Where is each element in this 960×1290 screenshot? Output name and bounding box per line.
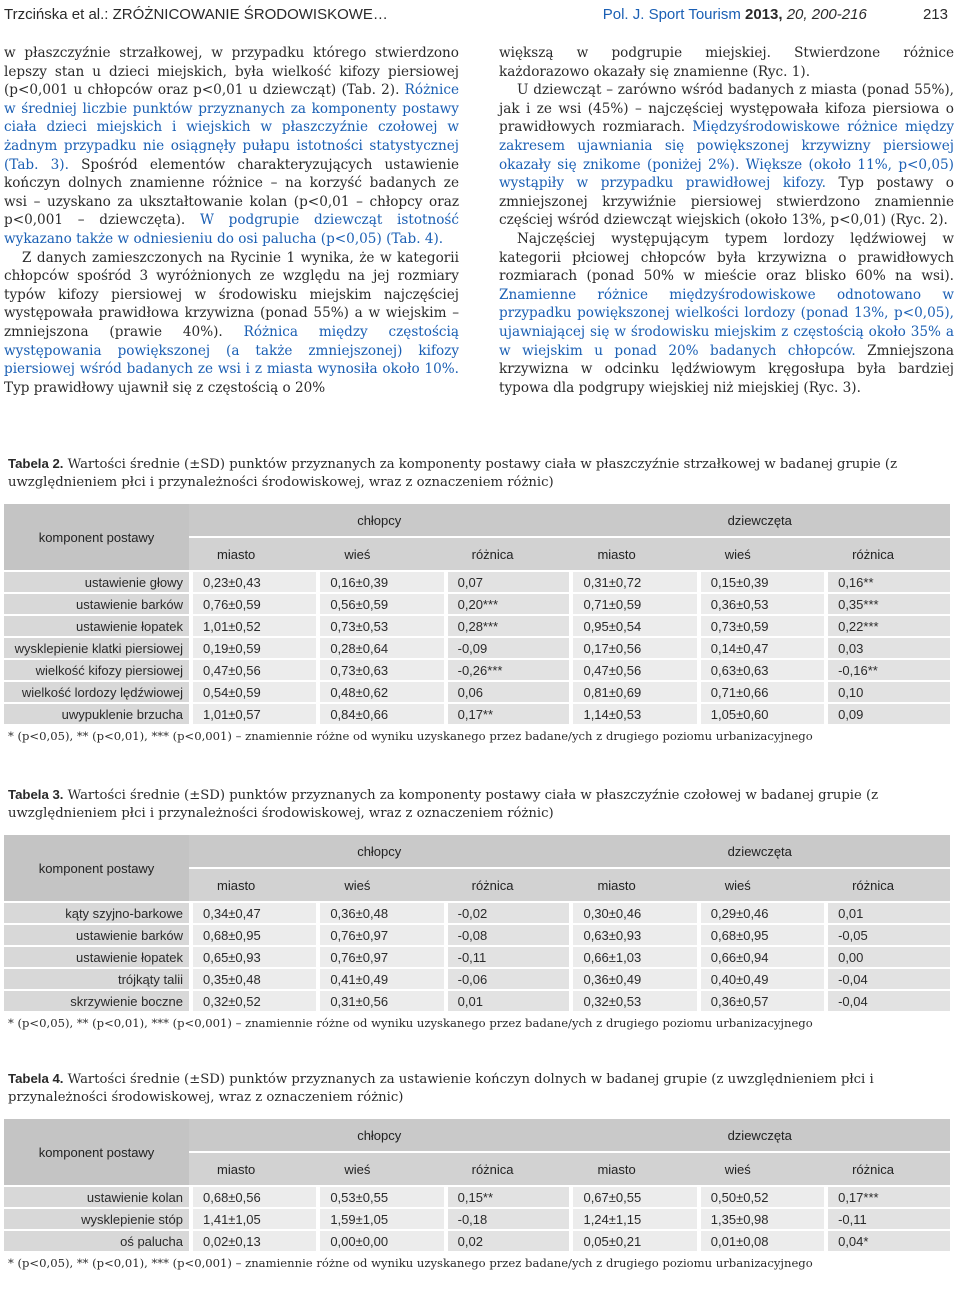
table-cell: 0,01 bbox=[824, 903, 950, 923]
table-cell: 0,31±0,72 bbox=[569, 572, 696, 592]
row-label: ustawienie łopatek bbox=[4, 947, 189, 967]
header-girls: dziewczęta bbox=[569, 504, 950, 536]
table-caption: Tabela 2. Wartości średnie (±SD) punktów przyznanych za komponenty postawy ciała w płaszczyźnie strzałkowej w badanej grupie (z uwzględnieniem płci i przynależności środowiskowej, wraz z oznaczeniem różnic) bbox=[8, 456, 898, 490]
table-cell: -0,05 bbox=[824, 925, 950, 945]
row-label: kąty szyjno-barkowe bbox=[4, 903, 189, 923]
header-boys: chłopcy bbox=[189, 1119, 569, 1151]
table-row bbox=[4, 969, 950, 989]
row-label: ustawienie głowy bbox=[4, 572, 189, 592]
header-diff: różnica bbox=[824, 1153, 950, 1185]
table-cell: 0,41±0,49 bbox=[316, 969, 443, 989]
header-component: komponent postawy bbox=[4, 835, 189, 901]
body-text bbox=[4, 44, 955, 424]
table-cell: 0,54±0,59 bbox=[189, 682, 316, 702]
table-cell: 0,31±0,56 bbox=[316, 991, 443, 1011]
table-caption: Tabela 4. Wartości średnie (±SD) punktów przyznanych za ustawienie kończyn dolnych w badanej grupie (z uwzględnieniem płci i przynależności środowiskowej, wraz z oznaczeniem różnic) bbox=[8, 1071, 874, 1105]
table-row bbox=[4, 616, 950, 636]
table-cell: 0,28±0,64 bbox=[316, 638, 443, 658]
row-label: ustawienie barków bbox=[4, 594, 189, 614]
table-cell: 0,05±0,21 bbox=[569, 1231, 696, 1251]
header-diff: różnica bbox=[444, 869, 570, 901]
table-caption: Tabela 3. Wartości średnie (±SD) punktów przyznanych za komponenty postawy ciała w płaszczyźnie czołowej w badanej grupie (z uwzględnieniem płci i przynależności środowiskowej, wraz z oznaczeniem różnic) bbox=[8, 787, 879, 821]
header-village: wieś bbox=[697, 538, 824, 570]
table-cell: 0,73±0,53 bbox=[316, 616, 443, 636]
table-cell: 0,71±0,66 bbox=[697, 682, 824, 702]
row-label: wysklepienie stóp bbox=[4, 1209, 189, 1229]
header-girls: dziewczęta bbox=[569, 835, 950, 867]
table-cell: 0,19±0,59 bbox=[189, 638, 316, 658]
table-cell: 0,15±0,39 bbox=[697, 572, 824, 592]
table-cell: -0,26*** bbox=[444, 660, 570, 680]
paragraph: Z danych zamieszczonych na Rycinie 1 wynika, że w kategorii chłopców spośród 3 wyróżnionych ze względu na jej rozmiary typów kifozy piersiowej w środowisku miejskim najczęściej występowała prawidłowa krzywizna (ponad 55%) a w wiejskim – zmniejszona (prawie 40%). Różnica między częstością występowania powiększonej (a także zmniejszonej) kifozy piersiowej wśród badanych ze wsi i z miasta wynosiła około 10%. Typ prawidłowy ujawnił się z częstością o 20% bbox=[4, 249, 459, 396]
table-cell: 1,41±1,05 bbox=[189, 1209, 316, 1229]
table-row bbox=[4, 1209, 950, 1229]
row-label: wielkość lordozy lędźwiowej bbox=[4, 682, 189, 702]
table-cell: 0,34±0,47 bbox=[189, 903, 316, 923]
header-component: komponent postawy bbox=[4, 1119, 189, 1185]
table-row bbox=[4, 594, 950, 614]
table-cell: 1,59±1,05 bbox=[316, 1209, 443, 1229]
header-village: wieś bbox=[316, 538, 443, 570]
table-cell: 0,36±0,53 bbox=[697, 594, 824, 614]
row-label: wysklepienie klatki piersiowej bbox=[4, 638, 189, 658]
table-cell: -0,08 bbox=[444, 925, 570, 945]
table-cell: 1,35±0,98 bbox=[697, 1209, 824, 1229]
table-cell: -0,18 bbox=[444, 1209, 570, 1229]
left-column bbox=[4, 44, 459, 397]
header-city: miasto bbox=[569, 538, 696, 570]
table-cell: 0,81±0,69 bbox=[569, 682, 696, 702]
table-row bbox=[4, 947, 950, 967]
table-cell: 0,63±0,63 bbox=[697, 660, 824, 680]
table-cell: 0,68±0,56 bbox=[189, 1187, 316, 1207]
table-cell: 0,76±0,59 bbox=[189, 594, 316, 614]
table-cell: 0,02 bbox=[444, 1231, 570, 1251]
table-cell: 0,36±0,57 bbox=[697, 991, 824, 1011]
table-cell: 0,73±0,59 bbox=[697, 616, 824, 636]
table-cell: 0,66±0,94 bbox=[697, 947, 824, 967]
table-row bbox=[4, 704, 950, 724]
running-header bbox=[4, 6, 956, 28]
table-cell: 0,66±1,03 bbox=[569, 947, 696, 967]
row-label: ustawienie łopatek bbox=[4, 616, 189, 636]
table-cell: 0,68±0,95 bbox=[697, 925, 824, 945]
page-number: 213 bbox=[922, 6, 948, 23]
table-cell: 1,01±0,57 bbox=[189, 704, 316, 724]
header-component: komponent postawy bbox=[4, 504, 189, 570]
table-cell: 0,68±0,95 bbox=[189, 925, 316, 945]
header-village: wieś bbox=[316, 869, 443, 901]
header-girls: dziewczęta bbox=[569, 1119, 950, 1151]
header-city: miasto bbox=[189, 1153, 316, 1185]
table-cell: 0,22*** bbox=[824, 616, 950, 636]
table-cell: 0,02±0,13 bbox=[189, 1231, 316, 1251]
right-column bbox=[499, 44, 954, 397]
table-cell: 0,03 bbox=[824, 638, 950, 658]
table-cell: 0,10 bbox=[824, 682, 950, 702]
header-village: wieś bbox=[697, 869, 824, 901]
table-cell: 0,20*** bbox=[444, 594, 570, 614]
table-cell: 0,17*** bbox=[824, 1187, 950, 1207]
table-cell: 0,53±0,55 bbox=[316, 1187, 443, 1207]
table-cell: -0,09 bbox=[444, 638, 570, 658]
table-2 bbox=[4, 455, 950, 743]
table-cell: 0,00 bbox=[824, 947, 950, 967]
table-cell: 0,17±0,56 bbox=[569, 638, 696, 658]
header-village: wieś bbox=[697, 1153, 824, 1185]
data-table bbox=[4, 833, 950, 1013]
table-cell: 0,48±0,62 bbox=[316, 682, 443, 702]
row-label: oś palucha bbox=[4, 1231, 189, 1251]
table-cell: 0,16** bbox=[824, 572, 950, 592]
header-diff: różnica bbox=[444, 1153, 570, 1185]
table-cell: 0,36±0,49 bbox=[569, 969, 696, 989]
table-cell: 0,14±0,47 bbox=[697, 638, 824, 658]
table-footnote: * (p<0,05), ** (p<0,01), *** (p<0,001) – znamiennie różne od wyniku uzyskanego przez badane/ych z drugiego poziomu urbanizacyjnego bbox=[8, 1256, 813, 1270]
table-cell: 0,01 bbox=[444, 991, 570, 1011]
table-cell: -0,11 bbox=[824, 1209, 950, 1229]
table-cell: 0,47±0,56 bbox=[189, 660, 316, 680]
table-cell: 0,15** bbox=[444, 1187, 570, 1207]
table-cell: 0,40±0,49 bbox=[697, 969, 824, 989]
table-cell: 0,09 bbox=[824, 704, 950, 724]
table-row bbox=[4, 660, 950, 680]
row-label: skrzywienie boczne bbox=[4, 991, 189, 1011]
table-cell: 0,35±0,48 bbox=[189, 969, 316, 989]
table-row bbox=[4, 991, 950, 1011]
journal-name[interactable]: Pol. J. Sport Tourism bbox=[602, 6, 741, 23]
table-cell: 0,23±0,43 bbox=[189, 572, 316, 592]
header-diff: różnica bbox=[824, 538, 950, 570]
table-cell: 0,47±0,56 bbox=[569, 660, 696, 680]
table-row bbox=[4, 1187, 950, 1207]
header-city: miasto bbox=[189, 538, 316, 570]
table-cell: 0,65±0,93 bbox=[189, 947, 316, 967]
table-cell: 0,63±0,93 bbox=[569, 925, 696, 945]
paragraph: U dziewcząt – zarówno wśród badanych z miasta (ponad 55%), jak i ze wsi (45%) – najczęściej występowała kifoza piersiowa o prawidłowych rozmiarach. Międzyśrodowiskowe różnice między zakresem ujawniania się powiększonej krzywizny piersiowej okazały się znikome (poniżej 2%). Większe (około 11%, p<0,05) wystąpiły w przypadku prawidłowej kifozy. Typ postawy o zmniejszonej krzywiźnie piersiowej stwierdzono znamiennie częściej wśród dziewcząt wiejskich (około 13%, p<0,01) (Ryc. 2). bbox=[499, 82, 954, 229]
table-cell: -0,06 bbox=[444, 969, 570, 989]
journal-issue: 20, 200-216 bbox=[786, 6, 867, 23]
table-cell: -0,02 bbox=[444, 903, 570, 923]
row-label: trójkąty talii bbox=[4, 969, 189, 989]
table-row bbox=[4, 925, 950, 945]
header-diff: różnica bbox=[444, 538, 570, 570]
row-label: ustawienie barków bbox=[4, 925, 189, 945]
row-label: wielkość kifozy piersiowej bbox=[4, 660, 189, 680]
table-footnote: * (p<0,05), ** (p<0,01), *** (p<0,001) – znamiennie różne od wyniku uzyskanego przez badane/ych z drugiego poziomu urbanizacyjnego bbox=[8, 729, 813, 743]
table-cell: 0,17** bbox=[444, 704, 570, 724]
table-cell: 0,71±0,59 bbox=[569, 594, 696, 614]
table-footnote: * (p<0,05), ** (p<0,01), *** (p<0,001) – znamiennie różne od wyniku uzyskanego przez badane/ych z drugiego poziomu urbanizacyjnego bbox=[8, 1016, 813, 1030]
table-cell: 0,76±0,97 bbox=[316, 925, 443, 945]
header-city: miasto bbox=[569, 869, 696, 901]
paragraph: w płaszczyźnie strzałkowej, w przypadku którego stwierdzono lepszy stan u dzieci miejskich, była wielkość kifozy piersiowej (p<0,001 u chłopców oraz p<0,01 u dziewcząt) (Tab. 2). Różnice w średniej liczbie punktów przyznanych za komponenty postawy ciała dzieci miejskich i wiejskich w płaszczyźnie czołowej w żadnym przypadku nie osiągnęły pułapu istotności statystycznej (Tab. 3). Spośród elementów charakteryzujących ustawienie kończyn dolnych znamienne różnice – na korzyść badanych ze wsi – uzyskano za ukształtowanie kolan (p<0,01 – chłopcy oraz p<0,001 – dziewczęta). W podgrupie dziewcząt istotność wykazano także w odniesieniu do osi palucha (p<0,05) (Tab. 4). bbox=[4, 45, 460, 247]
table-cell: 0,00±0,00 bbox=[316, 1231, 443, 1251]
table-cell: 0,84±0,66 bbox=[316, 704, 443, 724]
table-cell: 0,56±0,59 bbox=[316, 594, 443, 614]
header-village: wieś bbox=[316, 1153, 443, 1185]
header-diff: różnica bbox=[824, 869, 950, 901]
table-cell: 1,01±0,52 bbox=[189, 616, 316, 636]
table-cell: 0,28*** bbox=[444, 616, 570, 636]
table-cell: 0,32±0,52 bbox=[189, 991, 316, 1011]
table-cell: 0,73±0,63 bbox=[316, 660, 443, 680]
journal-citation bbox=[603, 6, 948, 23]
paragraph: większą w podgrupie miejskiej. Stwierdzone różnice każdorazowo okazały się znamienne (Ryc. 1). bbox=[499, 45, 954, 80]
table-cell: 1,14±0,53 bbox=[569, 704, 696, 724]
table-cell: -0,11 bbox=[444, 947, 570, 967]
header-boys: chłopcy bbox=[189, 504, 569, 536]
row-label: ustawienie kolan bbox=[4, 1187, 189, 1207]
table-row bbox=[4, 572, 950, 592]
journal-year: 2013, bbox=[745, 6, 783, 23]
table-3 bbox=[4, 786, 950, 1030]
header-city: miasto bbox=[189, 869, 316, 901]
data-table bbox=[4, 502, 950, 726]
table-cell: 0,67±0,55 bbox=[569, 1187, 696, 1207]
table-cell: 0,06 bbox=[444, 682, 570, 702]
table-row bbox=[4, 903, 950, 923]
table-cell: 0,30±0,46 bbox=[569, 903, 696, 923]
table-4 bbox=[4, 1070, 950, 1270]
table-cell: 1,24±1,15 bbox=[569, 1209, 696, 1229]
table-cell: 0,04* bbox=[824, 1231, 950, 1251]
table-cell: 0,29±0,46 bbox=[697, 903, 824, 923]
table-cell: 0,07 bbox=[444, 572, 570, 592]
table-row bbox=[4, 1231, 950, 1251]
table-cell: 0,01±0,08 bbox=[697, 1231, 824, 1251]
header-city: miasto bbox=[569, 1153, 696, 1185]
table-cell: -0,04 bbox=[824, 991, 950, 1011]
table-cell: 0,76±0,97 bbox=[316, 947, 443, 967]
table-cell: -0,04 bbox=[824, 969, 950, 989]
running-title: Trzcińska et al.: ZRÓŻNICOWANIE ŚRODOWISKOWE… bbox=[4, 6, 388, 23]
row-label: uwypuklenie brzucha bbox=[4, 704, 189, 724]
table-row bbox=[4, 638, 950, 658]
header-boys: chłopcy bbox=[189, 835, 569, 867]
table-cell: 0,16±0,39 bbox=[316, 572, 443, 592]
table-cell: 0,35*** bbox=[824, 594, 950, 614]
paragraph: Najczęściej występującym typem lordozy lędźwiowej w kategorii płciowej chłopców była krzywizna o prawidłowych rozmiarach (ponad 50% w mieście oraz blisko 60% na wsi). Znamienne różnice międzyśrodowiskowe odnotowano w przypadku powiększonej wielkości lordozy (ponad 13%, p<0,05), ujawniającej się w środowisku miejskim z częstością około 35% a w wiejskim u ponad 20% badanych chłopców. Zmniejszona krzywizna w odcinku lędźwiowym kręgosłupa była bardziej typowa dla podgrupy wiejskiej niż miejskiej (Ryc. 3). bbox=[499, 230, 955, 396]
data-table bbox=[4, 1117, 950, 1253]
table-cell: 1,05±0,60 bbox=[697, 704, 824, 724]
table-cell: 0,36±0,48 bbox=[316, 903, 443, 923]
table-cell: 0,95±0,54 bbox=[569, 616, 696, 636]
table-cell: 0,50±0,52 bbox=[697, 1187, 824, 1207]
table-cell: 0,32±0,53 bbox=[569, 991, 696, 1011]
table-cell: -0,16** bbox=[824, 660, 950, 680]
table-row bbox=[4, 682, 950, 702]
